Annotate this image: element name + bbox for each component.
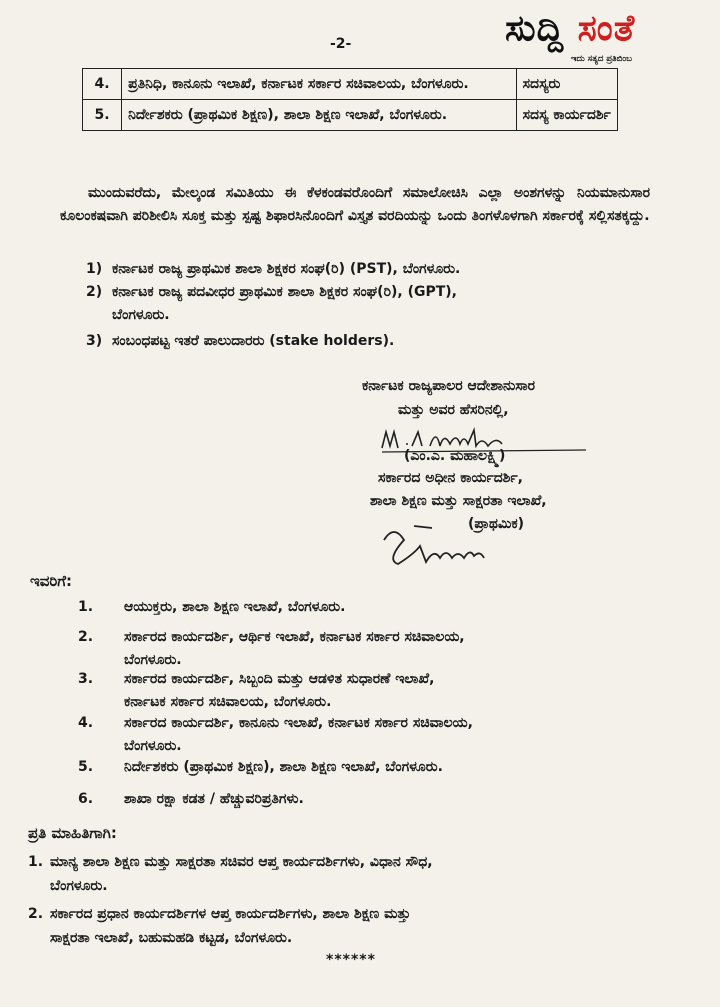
item-number: 5. — [78, 759, 94, 775]
item-text: ಸರ್ಕಾರದ ಕಾರ್ಯದರ್ಶಿ, ಸಿಬ್ಬಂದಿ ಮತ್ತು ಆಡಳಿತ ಸುಧಾರಣೆ ಇಲಾಖೆ, — [124, 671, 435, 687]
committee-members-table — [82, 68, 618, 131]
list-item — [86, 258, 646, 281]
list-item — [78, 668, 658, 714]
member-role: ಸದಸ್ಯ ಕಾರ್ಯದರ್ಶಿ — [516, 100, 617, 131]
item-text: ಸರ್ಕಾರದ ಪ್ರಧಾನ ಕಾರ್ಯದರ್ಶಿಗಳ ಆಪ್ತ ಕಾರ್ಯದರ್ಶಿಗಳು, ಶಾಲಾ ಶಿಕ್ಷಣ ಮತ್ತು — [50, 906, 411, 922]
in-name-line: ಮತ್ತು ಅವರ ಹೆಸರಿನಲ್ಲಿ, — [398, 402, 509, 418]
end-of-document-mark: ****** — [326, 952, 376, 968]
item-text-continued: ಬೆಂಗಳೂರು. — [124, 652, 182, 668]
list-item — [28, 902, 668, 950]
list-item — [78, 626, 658, 672]
item-text: ಸಂಬಂಧಪಟ್ಟ ಇತರೆ ಪಾಲುದಾರರು (stake holders). — [112, 333, 395, 349]
copy-heading: ಪ್ರತಿ ಮಾಹಿತಿಗಾಗಿ: — [28, 824, 117, 842]
item-number: 1. — [78, 599, 94, 615]
list-item — [78, 712, 658, 758]
logo-text-primary: ಸುದ್ದಿ — [505, 8, 565, 49]
table-row — [83, 100, 618, 131]
recipients-heading: ಇವರಿಗೆ: — [30, 572, 73, 590]
member-description: ಪ್ರತಿನಿಧಿ, ಕಾನೂನು ಇಲಾಖೆ, ಕರ್ನಾಟಕ ಸರ್ಕಾರ ಸಚಿವಾಲಯ, ಬೆಂಗಳೂರು. — [122, 69, 516, 100]
list-item — [78, 596, 658, 619]
item-number: 3. — [78, 671, 94, 687]
signature-block — [362, 374, 662, 422]
logo-text-accent: ಸಂತೆ — [577, 8, 636, 49]
item-text-continued: ಸಾಕ್ಷರತಾ ಇಲಾಖೆ, ಬಹುಮಹಡಿ ಕಟ್ಟಡ, ಬೆಂಗಳೂರು. — [50, 930, 293, 946]
list-item — [86, 330, 646, 353]
item-text: ಕರ್ನಾಟಕ ರಾಜ್ಯ ಪ್ರಾಥಮಿಕ ಶಾಲಾ ಶಿಕ್ಷಕರ ಸಂಘ(ರಿ) (PST), ಬೆಂಗಳೂರು. — [112, 261, 461, 277]
item-text-continued: ಬೆಂಗಳೂರು. — [112, 307, 170, 323]
list-item — [78, 756, 658, 779]
item-number: 4. — [78, 715, 94, 731]
item-number: 2) — [86, 284, 103, 300]
item-text-continued: ಕರ್ನಾಟಕ ಸರ್ಕಾರ ಸಚಿವಾಲಯ, ಬೆಂಗಳೂರು. — [124, 694, 332, 710]
item-text: ಸರ್ಕಾರದ ಕಾರ್ಯದರ್ಶಿ, ಆರ್ಥಿಕ ಇಲಾಖೆ, ಕರ್ನಾಟಕ ಸರ್ಕಾರ ಸಚಿವಾಲಯ, — [124, 629, 465, 645]
signatory-name: (ಎಂ.ಎ. ಮಹಾಲಕ್ಷ್ಮಿ) — [404, 448, 506, 464]
by-order-line: ಕರ್ನಾಟಕ ರಾಜ್ಯಪಾಲರ ಆದೇಶಾನುಸಾರ — [362, 378, 536, 394]
initials-signature — [374, 520, 514, 570]
logo-tagline: ಇದು ಸತ್ಯದ ಪ್ರತಿಬಿಂಬ — [571, 54, 632, 64]
item-text: ನಿರ್ದೇಶಕರು (ಪ್ರಾಥಮಿಕ ಶಿಕ್ಷಣ), ಶಾಲಾ ಶಿಕ್ಷಣ ಇಲಾಖೆ, ಬೆಂಗಳೂರು. — [124, 759, 443, 775]
list-item — [86, 281, 646, 327]
item-text: ಮಾನ್ಯ ಶಾಲಾ ಶಿಕ್ಷಣ ಮತ್ತು ಸಾಕ್ಷರತಾ ಸಚಿವರ ಆಪ್ತ ಕಾರ್ಯದರ್ಶಿಗಳು, ವಿಧಾನ ಸೌಧ, — [50, 854, 433, 870]
page-number: -2- — [330, 36, 352, 52]
section-line: (ಪ್ರಾಥಮಿಕ) — [468, 516, 525, 532]
item-text: ಸರ್ಕಾರದ ಕಾರ್ಯದರ್ಶಿ, ಕಾನೂನು ಇಲಾಖೆ, ಕರ್ನಾಟಕ ಸರ್ಕಾರ ಸಚಿವಾಲಯ, — [124, 715, 473, 731]
item-text: ಆಯುಕ್ತರು, ಶಾಲಾ ಶಿಕ್ಷಣ ಇಲಾಖೆ, ಬೆಂಗಳೂರು. — [124, 599, 346, 615]
list-item — [78, 788, 658, 811]
brand-logo — [505, 8, 717, 70]
department-line: ಶಾಲಾ ಶಿಕ್ಷಣ ಮತ್ತು ಸಾಕ್ಷರತಾ ಇಲಾಖೆ, — [370, 493, 547, 509]
item-number: 1. — [28, 854, 44, 870]
list-item — [28, 850, 668, 898]
item-text-continued: ಬೆಂಗಳೂರು. — [50, 878, 108, 894]
row-number: 4. — [83, 69, 122, 100]
row-number: 5. — [83, 100, 122, 131]
designation-line: ಸರ್ಕಾರದ ಅಧೀನ ಕಾರ್ಯದರ್ಶಿ, — [378, 470, 523, 486]
item-number: 3) — [86, 333, 103, 349]
member-description: ನಿರ್ದೇಶಕರು (ಪ್ರಾಥಮಿಕ ಶಿಕ್ಷಣ), ಶಾಲಾ ಶಿಕ್ಷಣ ಇಲಾಖೆ, ಬೆಂಗಳೂರು. — [122, 100, 516, 131]
instruction-paragraph: ಮುಂದುವರೆದು, ಮೇಲ್ಕಂಡ ಸಮಿತಿಯು ಈ ಕೆಳಕಂಡವರೊಂದಿಗೆ ಸಮಾಲೋಚಿಸಿ ಎಲ್ಲಾ ಅಂಶಗಳನ್ನು ನಿಯಮಾನುಸಾರ ಕೂಲಂಕಷವಾಗಿ ಪರಿಶೀಲಿಸಿ ಸೂಕ್ತ ಮತ್ತು ಸ್ಪಷ್ಟ ಶಿಫಾರಸಿನೊಂದಿಗೆ ವಿಸ್ತೃತ ವರದಿಯನ್ನು ಒಂದು ತಿಂಗಳೊಳಗಾಗಿ ಸರ್ಕಾರಕ್ಕೆ ಸಲ್ಲಿಸತಕ್ಕದ್ದು. — [60, 185, 650, 224]
member-role: ಸದಸ್ಯರು — [516, 69, 617, 100]
item-number: 2. — [28, 906, 44, 922]
item-text: ಕರ್ನಾಟಕ ರಾಜ್ಯ ಪದವೀಧರ ಪ್ರಾಥಮಿಕ ಶಾಲಾ ಶಿಕ್ಷಕರ ಸಂಘ(ರಿ), (GPT), — [112, 284, 457, 300]
table-row — [83, 69, 618, 100]
item-text: ಶಾಖಾ ರಕ್ಷಾ ಕಡತ / ಹೆಚ್ಚುವರಿಪ್ರತಿಗಳು. — [124, 791, 304, 807]
item-number: 1) — [86, 261, 103, 277]
item-text-continued: ಬೆಂಗಳೂರು. — [124, 738, 182, 754]
item-number: 6. — [78, 791, 94, 807]
item-number: 2. — [78, 629, 94, 645]
